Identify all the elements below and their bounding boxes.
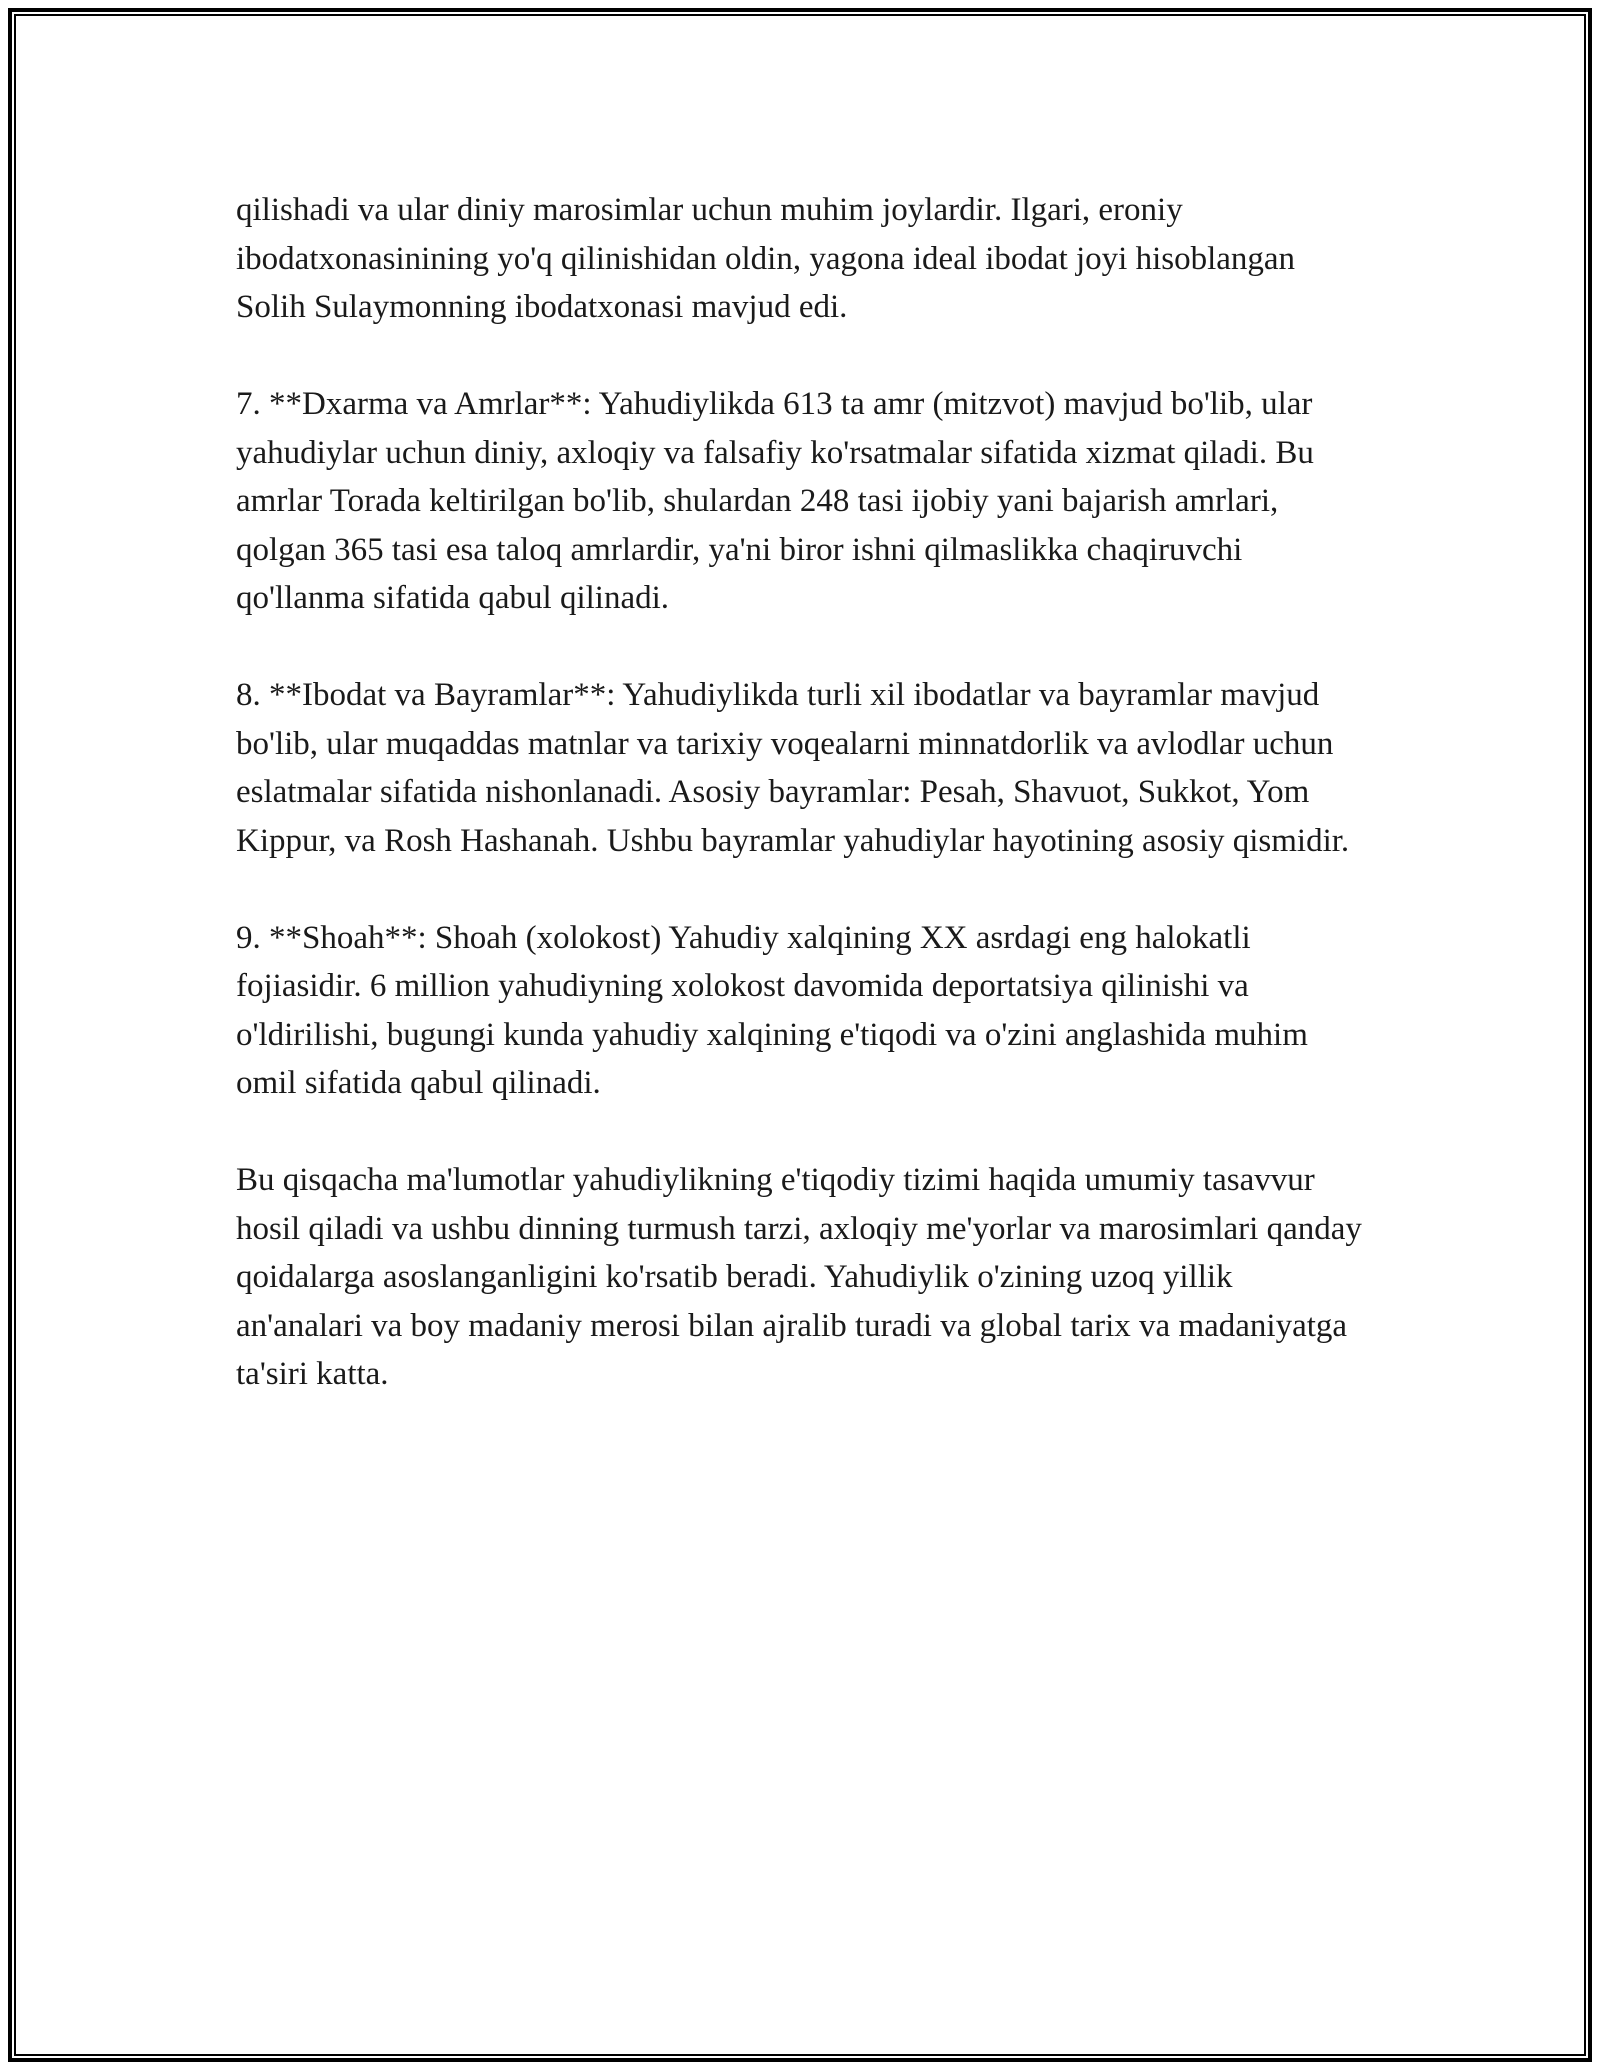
paragraph-item-9: 9. **Shoah**: Shoah (xolokost) Yahudiy xalqining XX asrdagi eng halokatli fojiasidir. 6 million yahudiyning xolokost davomida deportatsiya qilinishi va o'ldirilishi, bugungi kunda yahudiy xalqining e'tiqodi va o'zini anglashida muhim omil sifatida qabul qilinadi.: [236, 919, 1308, 1101]
document-body: [236, 186, 1366, 1399]
paragraph-conclusion: Bu qisqacha ma'lumotlar yahudiylikning e'tiqodiy tizimi haqida umumiy tasavvur hosil qiladi va ushbu dinning turmush tarzi, axloqiy me'yorlar va marosimlari qanday qoidalarga asoslanganligini ko'rsatib beradi. Yahudiylik o'zining uzoq yillik an'analari va boy madaniy merosi bilan ajralib turadi va global tarix va madaniyatga ta'siri katta.: [236, 1162, 1362, 1392]
paragraph-continuation: qilishadi va ular diniy marosimlar uchun muhim joylardir. Ilgari, eroniy ibodatxonasinining yo'q qilinishidan oldin, yagona ideal ibodat joyi hisoblangan Solih Sulaymonning ibodatxonasi mavjud edi.: [236, 192, 1296, 325]
paragraph-item-8: 8. **Ibodat va Bayramlar**: Yahudiylikda turli xil ibodatlar va bayramlar mavjud bo'lib, ular muqaddas matnlar va tarixiy voqealarni minnatdorlik va avlodlar uchun eslatmalar sifatida nishonlanadi. Asosiy bayramlar: Pesah, Shavuot, Sukkot, Yom Kippur, va Rosh Hashanah. Ushbu bayramlar yahudiylar hayotining asosiy qismidir.: [236, 677, 1350, 859]
paragraph-item-7: 7. **Dxarma va Amrlar**: Yahudiylikda 613 ta amr (mitzvot) mavjud bo'lib, ular yahudiylar uchun diniy, axloqiy va falsafiy ko'rsatmalar sifatida xizmat qiladi. Bu amrlar Torada keltirilgan bo'lib, shulardan 248 tasi ijobiy yani bajarish amrlari, qolgan 365 tasi esa taloq amrlardir, ya'ni biror ishni qilmaslikka chaqiruvchi qo'llanma sifatida qabul qilinadi.: [236, 386, 1314, 616]
